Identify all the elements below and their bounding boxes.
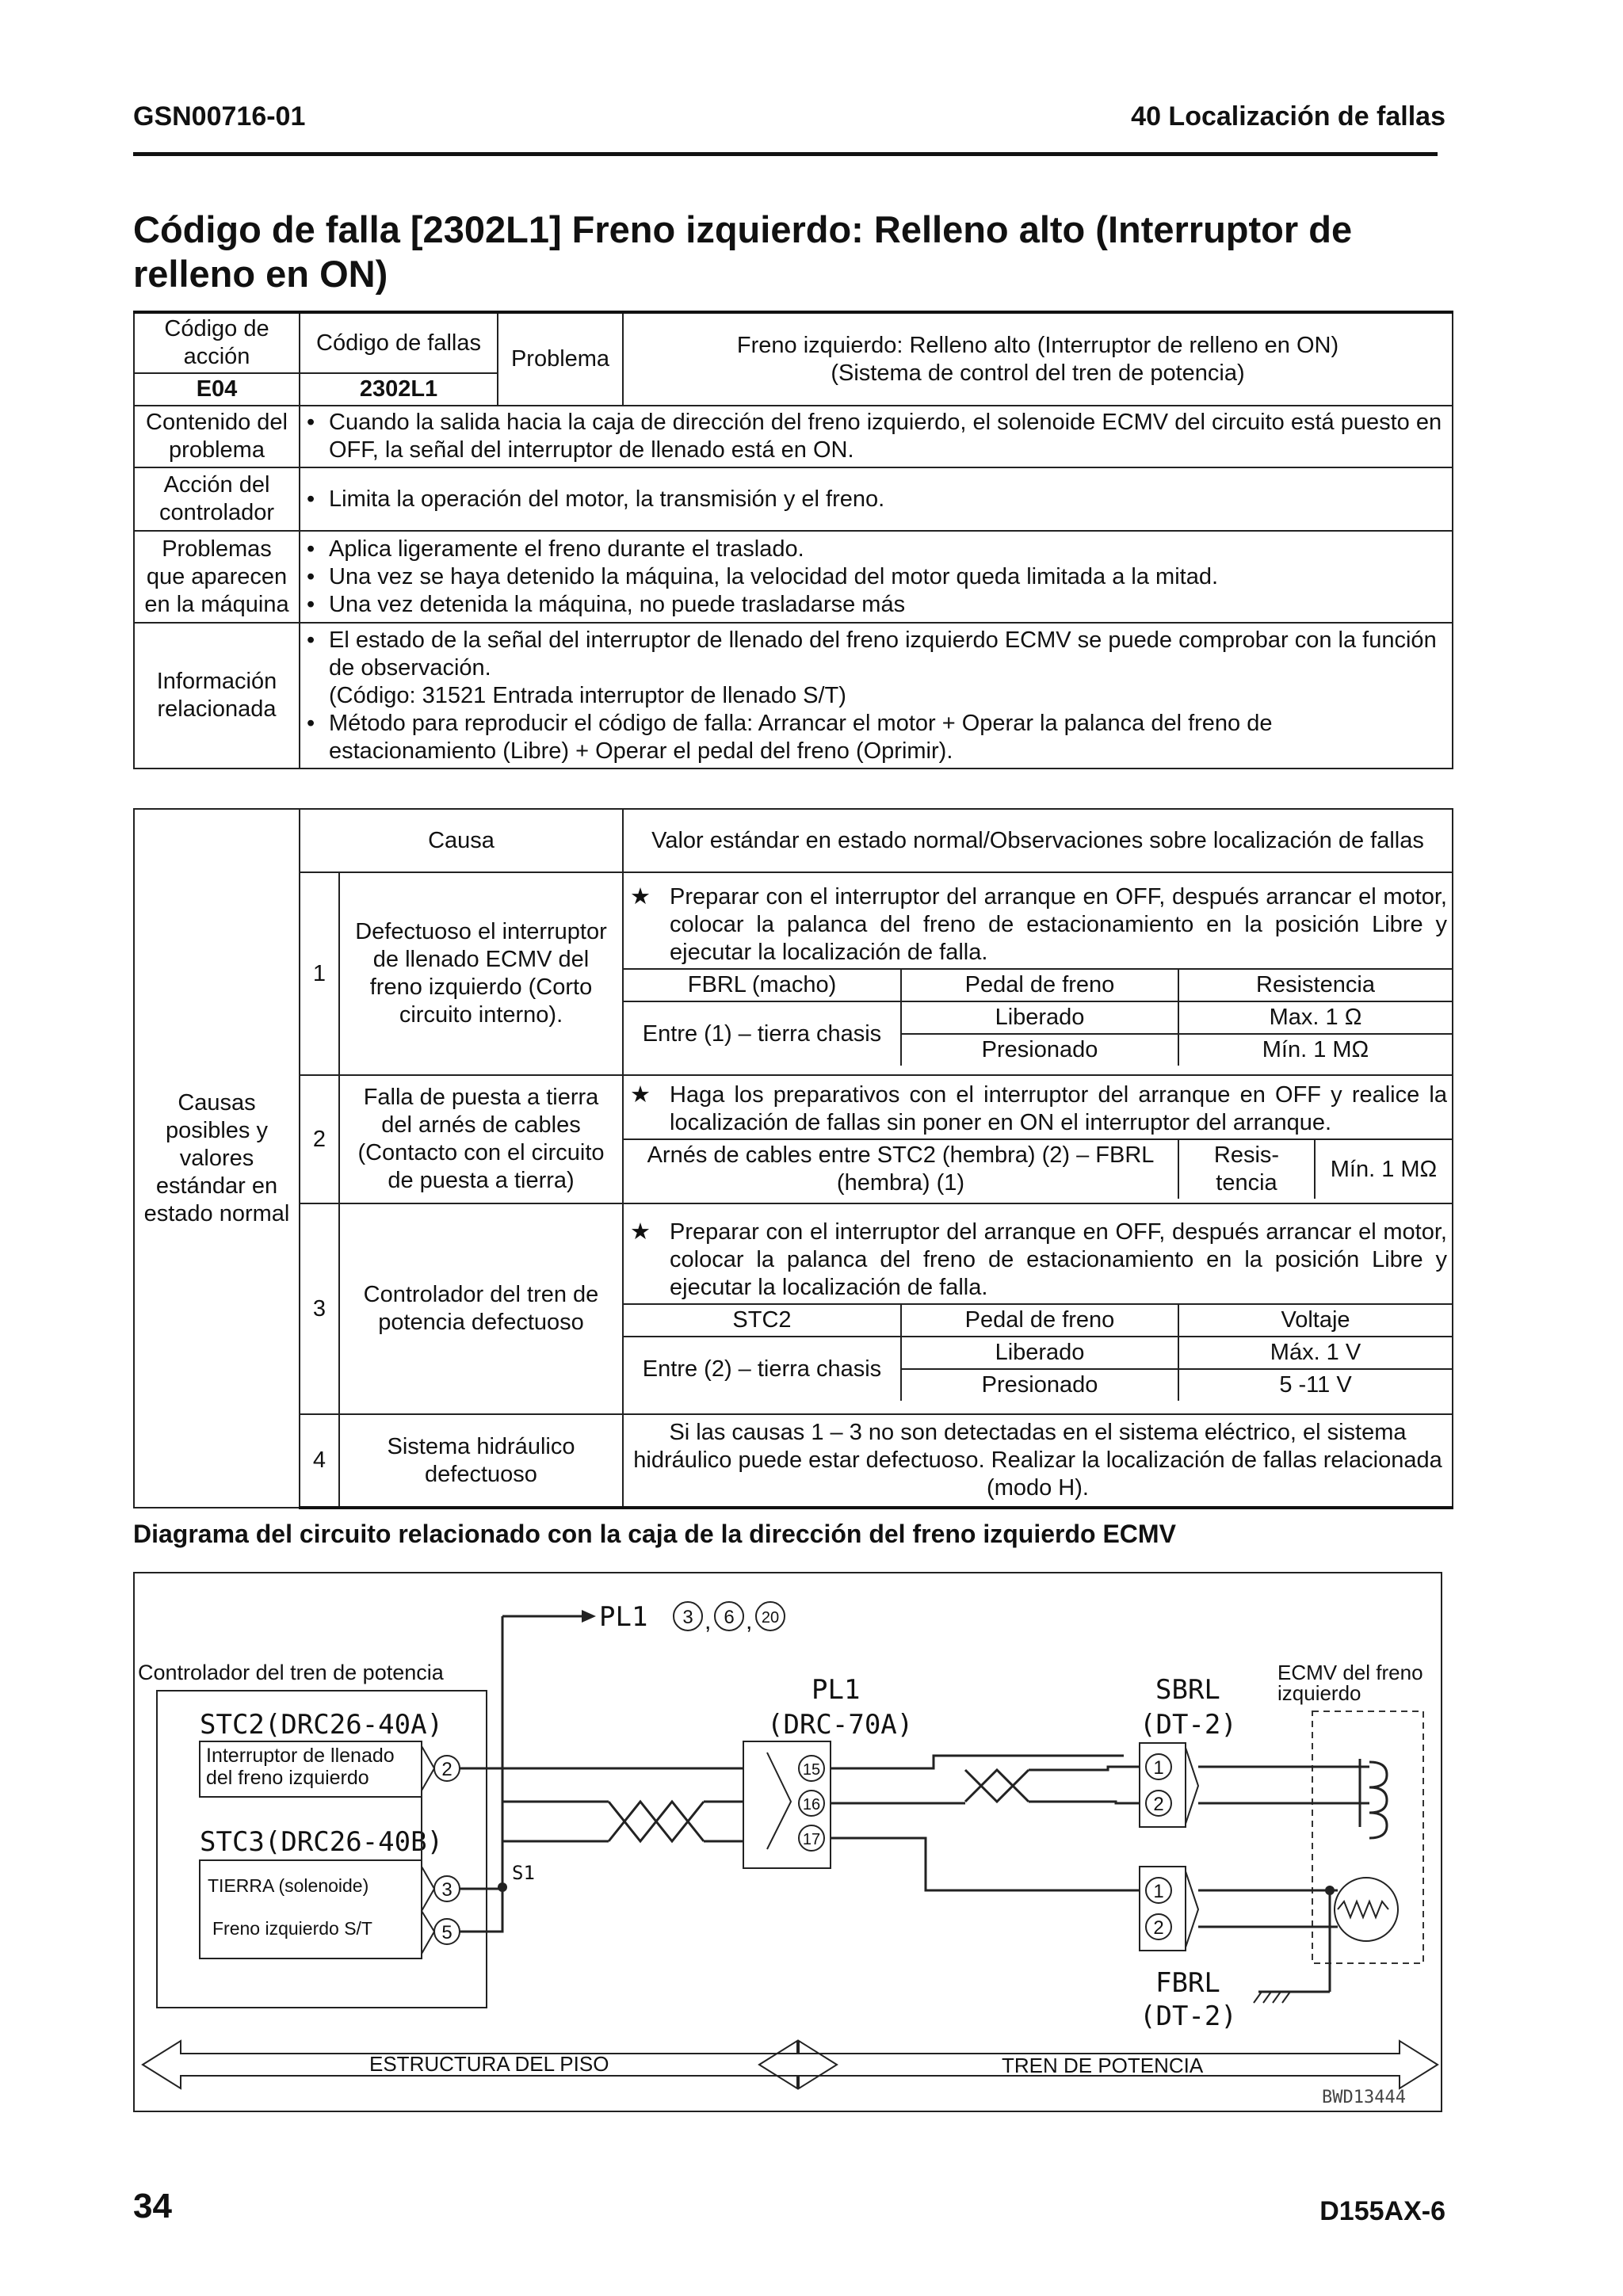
cause-standard-cell <box>623 872 1453 1075</box>
floor-structure-label: ESTRUCTURA DEL PISO <box>369 2052 609 2076</box>
page-number: 34 <box>133 2187 172 2225</box>
related-label: Información relacionada <box>134 623 300 769</box>
fbrl-pin: 2 <box>1153 1917 1164 1939</box>
pin-separator: , <box>705 1608 712 1634</box>
connector-chevron <box>422 1867 434 1911</box>
page-title: Código de falla [2302L1] Freno izquierdo: Relleno alto (Interruptor de relleno en ON) <box>133 208 1353 295</box>
cause-description: Controlador del tren de potencia defectuoso <box>339 1203 623 1414</box>
connector-chevron <box>1186 1871 1198 1947</box>
cause-description: Falla de puesta a tierra del arnés de cables (Contacto con el circuito de puesta a tierra) <box>339 1075 623 1203</box>
fault-code-label: Código de fallas <box>300 312 498 373</box>
col-header: Voltaje <box>1178 1304 1452 1337</box>
bullet-item: • Limita la operación del motor, la transmisión y el freno. <box>307 486 885 512</box>
condition-cell: Liberado <box>901 1337 1178 1369</box>
ground-icon <box>1254 1992 1290 2003</box>
condition-cell: Liberado <box>901 1001 1178 1034</box>
fill-switch-line-2: del freno izquierdo <box>206 1767 369 1789</box>
col-header: Pedal de freno <box>901 1304 1178 1337</box>
cause-description: Defectuoso el interruptor de llenado ECMV del freno izquierdo (Corto circuito interno). <box>339 872 623 1075</box>
fault-code: 2302L1 <box>300 373 498 406</box>
value-cell: 5 -11 V <box>1178 1369 1452 1401</box>
col-header: STC2 <box>624 1304 901 1337</box>
sbrl-label: SBRL <box>1155 1674 1220 1706</box>
twisted-pair-a <box>965 1770 1029 1802</box>
ground-solenoid-label: TIERRA (solenoide) <box>208 1875 369 1896</box>
related-cell <box>300 623 1453 769</box>
causes-table <box>133 808 1453 1509</box>
pl1-connector-label: (DRC-70A) <box>767 1709 914 1741</box>
pl1-ref-label: PL1 <box>599 1601 648 1633</box>
solenoid-coil-icon <box>1369 1762 1387 1838</box>
machine-cell <box>300 531 1453 623</box>
fbrl-connector-label: (DT-2) <box>1140 2000 1237 2032</box>
cause-header: Causa <box>300 809 623 872</box>
wire-segment <box>1029 1802 1140 1803</box>
stc2-label: STC2(DRC26-40A) <box>200 1709 444 1741</box>
connector-chevron <box>767 1753 791 1849</box>
ecmv-label-line-2: izquierdo <box>1277 1681 1361 1705</box>
content-label: Contenido del problema <box>134 406 300 467</box>
controller-label: Controlador del tren de potencia <box>138 1661 444 1684</box>
controller-pin: 2 <box>441 1759 453 1780</box>
cause-description: Sistema hidráulico defectuoso <box>339 1414 623 1508</box>
between-cell: Entre (2) – tierra chasis <box>624 1337 901 1401</box>
problem-cell <box>623 312 1453 406</box>
sbrl-pin: 1 <box>1153 1757 1164 1779</box>
fault-info-table <box>133 311 1453 769</box>
sbrl-connector-label: (DT-2) <box>1140 1709 1237 1741</box>
fbrl-pin: 1 <box>1153 1881 1164 1902</box>
return-wire <box>460 1887 502 1932</box>
signal-wire <box>831 1756 1124 1768</box>
related-code-line: (Código: 31521 Entrada interruptor de llenado S/T) <box>329 682 846 708</box>
standard-header: Valor estándar en estado normal/Observaciones sobre localización de fallas <box>623 809 1453 872</box>
machine-label: Problemas que aparecen en la máquina <box>134 531 300 623</box>
action-code-label: Código de acción <box>134 312 300 373</box>
circuit-diagram <box>133 1572 1442 2112</box>
pl1-pin: 16 <box>802 1796 821 1814</box>
causes-side-label: Causas posibles y valores estándar en estado normal <box>134 809 300 1508</box>
bullet-item: • Una vez se haya detenido la máquina, la velocidad del motor queda limitada a la mitad. <box>307 563 1219 589</box>
section-title: 40 Localización de fallas <box>1131 101 1445 132</box>
twisted-pair-b <box>609 1802 704 1841</box>
action-code: E04 <box>134 373 300 406</box>
measurement-table <box>624 968 1452 1066</box>
resistance-label: Resis- tencia <box>1178 1139 1315 1199</box>
diagram-title: Diagrama del circuito relacionado con la caja de la dirección del freno izquierdo ECMV <box>133 1520 1176 1548</box>
left-brake-st-label: Freno izquierdo S/T <box>212 1918 372 1939</box>
controller-cell <box>300 467 1453 531</box>
resistance-value: Mín. 1 MΩ <box>1315 1139 1452 1199</box>
problem-label: Problema <box>498 312 623 406</box>
twisted-pair-b <box>965 1770 1029 1802</box>
value-cell: Max. 1 Ω <box>1178 1001 1452 1034</box>
pl1-ref-pin: 6 <box>724 1607 735 1628</box>
col-header: Resistencia <box>1178 969 1452 1001</box>
condition-cell: Presionado <box>901 1034 1178 1066</box>
cause-number: 4 <box>300 1414 339 1508</box>
sbrl-pin: 2 <box>1153 1794 1164 1815</box>
cause-standard-cell <box>623 1075 1453 1203</box>
pl1-ref-pin: 3 <box>682 1607 693 1628</box>
header-rule <box>133 152 1438 156</box>
powertrain-label: TREN DE POTENCIA <box>1002 2054 1204 2077</box>
condition-cell: Presionado <box>901 1369 1178 1401</box>
connector-chevron <box>422 1746 434 1791</box>
controller-pin: 3 <box>441 1879 453 1901</box>
bullet-item: • Cuando la salida hacia la caja de dirección del freno izquierdo, el solenoide ECMV del circuito está puesto en OFF, la señal del interruptor de llenado está en ON. <box>307 410 1442 463</box>
harness-cell: Arnés de cables entre STC2 (hembra) (2) – FBRL (hembra) (1) <box>624 1139 1178 1199</box>
value-cell: Máx. 1 V <box>1178 1337 1452 1369</box>
bullet-item: • Una vez detenida la máquina, no puede trasladarse más <box>307 591 906 617</box>
col-header: Pedal de freno <box>901 969 1178 1001</box>
return-wire <box>831 1838 1140 1890</box>
between-cell: Entre (1) – tierra chasis <box>624 1001 901 1066</box>
cause-standard-cell <box>623 1203 1453 1414</box>
problem-text: Freno izquierdo: Relleno alto (Interruptor de relleno en ON) <box>736 332 1339 358</box>
harness-table <box>624 1138 1452 1199</box>
ecmv-label-line-1: ECMV del freno <box>1277 1661 1423 1684</box>
fill-switch-line-1: Interruptor de llenado <box>206 1745 395 1767</box>
pl1-ref-pin: 20 <box>761 1609 780 1627</box>
cause-note: Si las causas 1 – 3 no son detectadas en el sistema eléctrico, el sistema hidráulico puede estar defectuoso. Realizar la localización de fallas relacionada (modo H). <box>623 1414 1453 1508</box>
star-icon: ★ <box>630 1219 651 1245</box>
arrow-right-icon <box>582 1610 596 1623</box>
problem-system: (Sistema de control del tren de potencia) <box>831 360 1245 386</box>
resistor-symbol <box>1338 1901 1388 1917</box>
cause-number: 2 <box>300 1075 339 1203</box>
pin-separator: , <box>746 1608 753 1634</box>
cause-note: ★ Preparar con el interruptor del arranque en OFF, después arrancar el motor, colocar la palanca del freno de estacionamiento en la posición Libre y ejecutar la localización de falla. <box>630 884 1447 965</box>
pl1-pin: 15 <box>802 1761 821 1779</box>
cause-number: 3 <box>300 1203 339 1414</box>
cause-note: ★ Preparar con el interruptor del arranque en OFF, después arrancar el motor, colocar la palanca del freno de estacionamiento en la posición Libre y ejecutar la localización de falla. <box>630 1219 1447 1300</box>
cause-number: 1 <box>300 872 339 1075</box>
bullet-item: • Método para reproducir el código de falla: Arrancar el motor + Operar la palanca del freno de estacionamiento (Libre) + Operar el pedal del freno (Oprimir). <box>307 710 1273 764</box>
controller-label: Acción del controlador <box>134 467 300 531</box>
connector-chevron <box>1186 1748 1198 1824</box>
pl1-label: PL1 <box>812 1674 861 1706</box>
star-icon: ★ <box>630 1082 651 1108</box>
fbrl-label: FBRL <box>1155 1967 1220 1999</box>
bullet-item: • Aplica ligeramente el freno durante el traslado. <box>307 536 804 562</box>
connector-chevron <box>422 1911 434 1954</box>
wire-segment <box>1029 1767 1140 1770</box>
cause-note: ★ Haga los preparativos con el interruptor del arranque en OFF y realice la localización de fallas sin poner en ON el interruptor del arranque. <box>630 1082 1447 1135</box>
figure-id: BWD13444 <box>1322 2088 1406 2107</box>
document-id: GSN00716-01 <box>133 101 306 132</box>
pl1-pin: 17 <box>802 1831 821 1848</box>
controller-pin: 5 <box>441 1922 453 1943</box>
measurement-table <box>624 1303 1452 1401</box>
col-header: FBRL (macho) <box>624 969 901 1001</box>
stc3-label: STC3(DRC26-40B) <box>200 1826 444 1858</box>
star-icon: ★ <box>630 884 651 910</box>
splice-label: S1 <box>512 1862 535 1884</box>
value-cell: Mín. 1 MΩ <box>1178 1034 1452 1066</box>
content-cell <box>300 406 1453 467</box>
bullet-item: • El estado de la señal del interruptor de llenado del freno izquierdo ECMV se puede comprobar con la función de observación. <box>307 627 1437 681</box>
model-id: D155AX-6 <box>1319 2196 1445 2226</box>
